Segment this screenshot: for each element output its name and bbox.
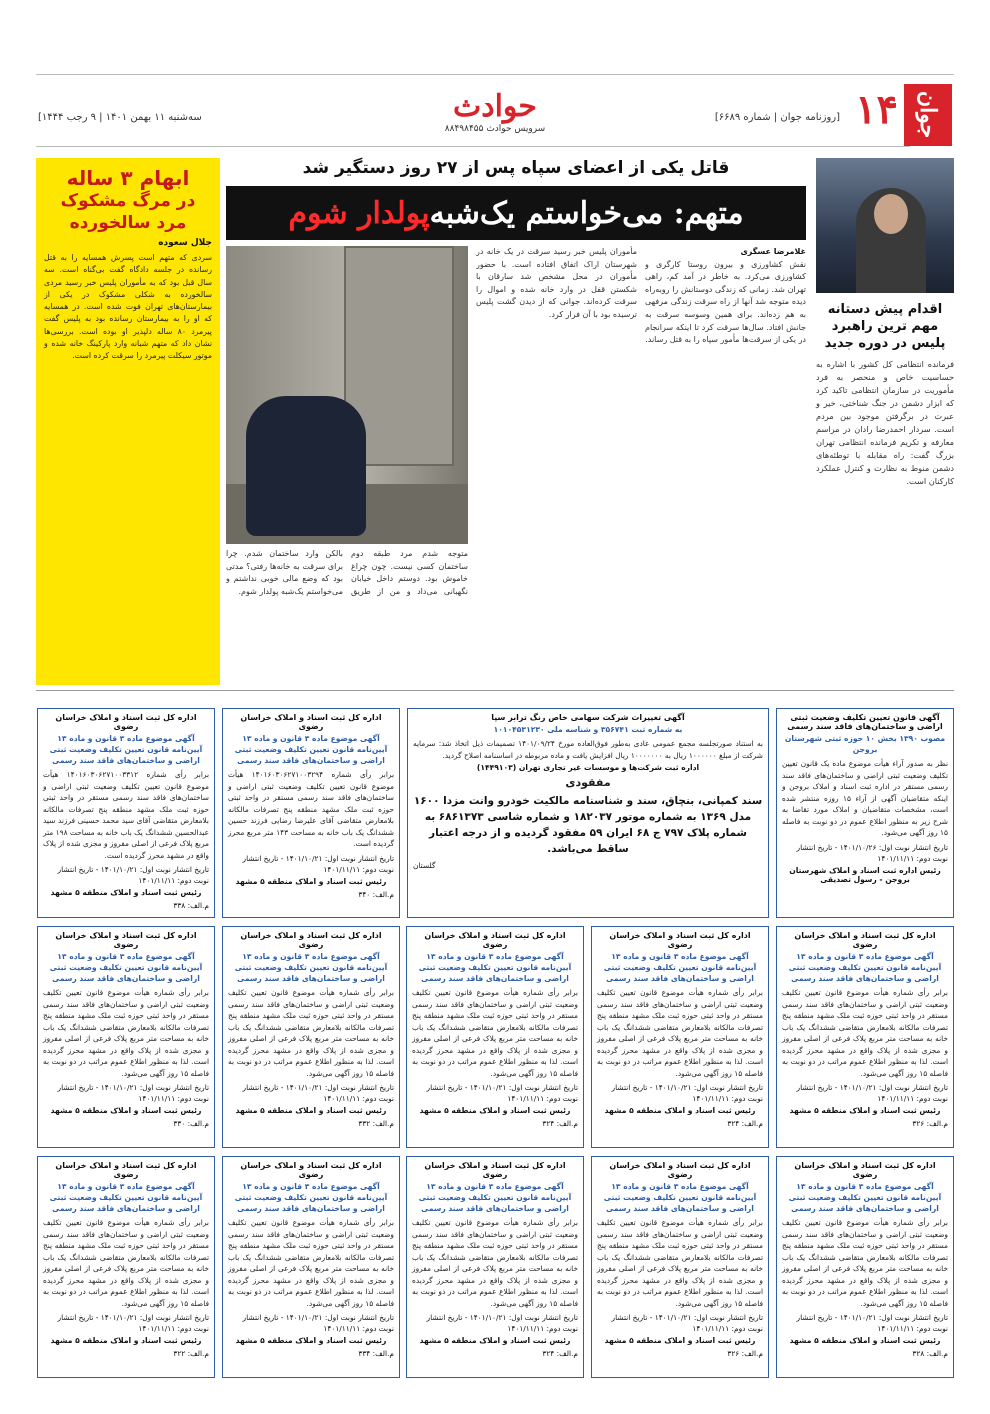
ad-signature: رئیس اداره ثبت اسناد و املاک شهرستان بروجن - رسول تصدیقی xyxy=(789,865,941,884)
ad-org: اداره کل ثبت اسناد و املاک خراسان رضوی xyxy=(424,1161,566,1179)
lost-place: گلستان xyxy=(413,861,436,870)
photo-face xyxy=(874,194,908,234)
ad-dates: تاریخ انتشار نوبت اول: ۱۴۰۱/۱۰/۲۶ - تاریخ انتشار نوبت دوم: ۱۴۰۱/۱۱/۱۱ xyxy=(796,842,948,863)
ad-box xyxy=(406,926,584,1148)
ad-box xyxy=(591,926,769,1148)
ad-box xyxy=(776,1156,954,1378)
ad-signature: رئیس ثبت اسناد و املاک منطقه ۵ مشهد xyxy=(235,1336,387,1345)
ad-title: مصوب ۱۳۹۰ بخش ۱۰ حوزه ثبتی شهرستان بروجن xyxy=(784,734,946,754)
ad-dates: تاریخ انتشار نوبت اول: ۱۴۰۱/۱۰/۲۱ - تاریخ انتشار نوبت دوم: ۱۴۰۱/۱۱/۱۱ xyxy=(57,1313,209,1333)
main-title-part2: پولدار شوم xyxy=(288,195,430,231)
ad-body: برابر رأی شماره هیأت موضوع قانون تعیین تکلیف وضعیت ثبتی اراضی و ساختمان‌های فاقد سند رسمی مستقر در واحد ثبتی حوزه ثبت ملک مشهد منطقه پنج تصرفات مالکانه بلامعارض متقاضی ششدانگ یک باب خانه به مساحت متر مربع پلاک فرعی از اصلی مفروز و مجزی شده از پلاک واقع در مشهد محرز گردیده است. لذا به منظور اطلاع عموم مراتب در دو نوبت به فاصله ۱۵ روز آگهی می‌شود. xyxy=(43,988,209,1078)
police-chief-photo xyxy=(816,158,954,293)
ad-org: اداره کل ثبت اسناد و املاک خراسان رضوی xyxy=(55,713,197,731)
ad-body: برابر رأی شماره هیأت موضوع قانون تعیین تکلیف وضعیت ثبتی اراضی و ساختمان‌های فاقد سند رسمی مستقر در واحد ثبتی حوزه ثبت ملک مشهد منطقه پنج تصرفات مالکانه بلامعارض متقاضی ششدانگ یک باب خانه به مساحت متر مربع پلاک فرعی از اصلی مفروز و مجزی شده از پلاک واقع در مشهد محرز گردیده است. لذا به منظور اطلاع عموم مراتب در دو نوبت به فاصله ۱۵ روز آگهی می‌شود. xyxy=(782,1218,948,1308)
ad-signature: رئیس ثبت اسناد و املاک منطقه ۵ مشهد xyxy=(50,1106,202,1115)
ad-signature: رئیس ثبت اسناد و املاک منطقه ۵ مشهد xyxy=(419,1106,571,1115)
ad-title: آگهی موضوع ماده ۳ قانون و ماده ۱۳ آیین‌نامه قانون تعیین تکلیف وضعیت ثبتی اراضی و ساختمان‌های فاقد سند رسمی xyxy=(788,952,942,983)
ad-org: اداره کل ثبت اسناد و املاک خراسان رضوی xyxy=(609,1161,751,1179)
page-number: ۱۴ xyxy=(855,86,898,133)
ad-box xyxy=(37,1156,215,1378)
photo-suspect xyxy=(246,396,366,536)
ad-title: آگهی موضوع ماده ۳ قانون و ماده ۱۳ آیین‌نامه قانون تعیین تکلیف وضعیت ثبتی اراضی و ساختمان‌های فاقد سند رسمی xyxy=(49,734,203,765)
main-title xyxy=(226,186,806,240)
ad-title: آگهی موضوع ماده ۳ قانون و ماده ۱۳ آیین‌نامه قانون تعیین تکلیف وضعیت ثبتی اراضی و ساختمان‌های فاقد سند رسمی xyxy=(49,952,203,983)
ad-body: برابر رأی شماره ۱۴۰۱۶۰۳۰۶۲۷۱۰۰۳۳۱۲ هیأت موضوع قانون تعیین تکلیف وضعیت ثبتی اراضی و ساختمان‌های فاقد سند رسمی مستقر در واحد ثبتی حوزه ثبت ملک مشهد منطقه پنج تصرفات مالکانه بلامعارض متقاضی آقای سید محمد حسینی فرزند سید عبدالحسین ششدانگ یک باب خانه به مساحت ۱۹۸ متر مربع پلاک فرعی از اصلی مفروز و مجزی شده از پلاک واقع در مشهد محرز گردیده است. xyxy=(43,770,210,860)
ad-signature: رئیس ثبت اسناد و املاک منطقه ۵ مشهد xyxy=(789,1336,941,1345)
paper-logo: جوان xyxy=(904,84,952,146)
right-headline: اقدام پیش دستانه مهم ترین راهبرد پلیس در دوره جدید xyxy=(824,302,946,351)
left-article xyxy=(36,158,220,685)
ad-dates: تاریخ انتشار نوبت اول: ۱۴۰۱/۱۰/۲۱ - تاریخ انتشار نوبت دوم: ۱۴۰۱/۱۱/۱۱ xyxy=(242,1083,394,1103)
ad-code: م.الف: ۳۴۰ xyxy=(358,889,394,899)
ad-box xyxy=(776,926,954,1148)
ad-box xyxy=(407,708,769,918)
ad-org: اداره کل ثبت اسناد و املاک خراسان رضوی xyxy=(55,1161,197,1179)
ad-code: م.الف: ۳۳۲ xyxy=(358,1119,394,1128)
ad-code: م.الف: ۳۲۴ xyxy=(542,1349,578,1358)
ad-title: به شماره ثبت ۳۵۶۷۴۱ و شناسه ملی ۱۰۱۰۴۵۳۱۲۳۰ xyxy=(493,725,683,734)
ad-body: نظر به صدور آراء هیأت موضوع ماده یک قانون تعیین تکلیف وضعیت ثبتی اراضی و ساختمان‌های فاقد سند رسمی مستقر در اداره ثبت اسناد و املاک بروجن و اینکه متقاضیان آگهی از آراء ۱۵ روزه منتشر شده است، مشخصات متقاضیان و املاک مورد تقاضا به شرح زیر به منظور اطلاع عموم در دو نوبت به فاصله ۱۵ روز آگهی می‌شود. xyxy=(782,759,948,837)
ad-dates: تاریخ انتشار نوبت اول: ۱۴۰۱/۱۰/۲۱ - تاریخ انتشار نوبت دوم: ۱۴۰۱/۱۱/۱۱ xyxy=(796,1313,948,1333)
ad-box xyxy=(406,1156,584,1378)
ad-body: برابر رأی شماره هیأت موضوع قانون تعیین تکلیف وضعیت ثبتی اراضی و ساختمان‌های فاقد سند رسمی مستقر در واحد ثبتی حوزه ثبت ملک مشهد منطقه پنج تصرفات مالکانه بلامعارض متقاضی ششدانگ یک باب خانه به مساحت متر مربع پلاک فرعی از اصلی مفروز و مجزی شده از پلاک واقع در مشهد محرز گردیده است. لذا به منظور اطلاع عموم مراتب در دو نوبت به فاصله ۱۵ روز آگهی می‌شود. xyxy=(597,1218,763,1308)
ad-body: برابر رأی شماره هیأت موضوع قانون تعیین تکلیف وضعیت ثبتی اراضی و ساختمان‌های فاقد سند رسمی مستقر در واحد ثبتی حوزه ثبت ملک مشهد منطقه پنج تصرفات مالکانه بلامعارض متقاضی ششدانگ یک باب خانه به مساحت متر مربع پلاک فرعی از اصلی مفروز و مجزی شده از پلاک واقع در مشهد محرز گردیده است. لذا به منظور اطلاع عموم مراتب در دو نوبت به فاصله ۱۵ روز آگهی می‌شود. xyxy=(43,1218,209,1308)
ad-body: برابر رأی شماره هیأت موضوع قانون تعیین تکلیف وضعیت ثبتی اراضی و ساختمان‌های فاقد سند رسمی مستقر در واحد ثبتی حوزه ثبت ملک مشهد منطقه پنج تصرفات مالکانه بلامعارض متقاضی ششدانگ یک باب خانه به مساحت متر مربع پلاک فرعی از اصلی مفروز و مجزی شده از پلاک واقع در مشهد محرز گردیده است. لذا به منظور اطلاع عموم مراتب در دو نوبت به فاصله ۱۵ روز آگهی می‌شود. xyxy=(228,1218,394,1308)
ad-body: برابر رأی شماره هیأت موضوع قانون تعیین تکلیف وضعیت ثبتی اراضی و ساختمان‌های فاقد سند رسمی مستقر در واحد ثبتی حوزه ثبت ملک مشهد منطقه پنج تصرفات مالکانه بلامعارض متقاضی ششدانگ یک باب خانه به مساحت متر مربع پلاک فرعی از اصلی مفروز و مجزی شده از پلاک واقع در مشهد محرز گردیده است. لذا به منظور اطلاع عموم مراتب در دو نوبت به فاصله ۱۵ روز آگهی می‌شود. xyxy=(228,988,394,1078)
ad-org: اداره کل ثبت اسناد و املاک خراسان رضوی xyxy=(609,931,751,949)
ad-dates: تاریخ انتشار نوبت اول: ۱۴۰۱/۱۰/۲۱ - تاریخ انتشار نوبت دوم: ۱۴۰۱/۱۱/۱۱ xyxy=(426,1313,578,1333)
ad-dates: تاریخ انتشار نوبت اول: ۱۴۰۱/۱۰/۲۱ - تاریخ انتشار نوبت دوم: ۱۴۰۱/۱۱/۱۱ xyxy=(611,1083,763,1103)
ad-org: آگهی قانون تعیین تکلیف وضعیت ثبتی اراضی و ساختمان‌های فاقد سند رسمی xyxy=(787,713,943,731)
ad-code: م.الف: ۳۳۰ xyxy=(173,1119,209,1128)
main-col-1 xyxy=(645,246,806,685)
ad-org: اداره کل ثبت اسناد و املاک خراسان رضوی xyxy=(240,931,382,949)
ad-box xyxy=(222,926,400,1148)
ad-title: آگهی موضوع ماده ۳ قانون و ماده ۱۳ آیین‌نامه قانون تعیین تکلیف وضعیت ثبتی اراضی و ساختمان‌های فاقد سند رسمی xyxy=(603,952,757,983)
section-brand: حوادث xyxy=(453,89,537,124)
ad-org: اداره کل ثبت اسناد و املاک خراسان رضوی xyxy=(794,931,936,949)
ad-dates: تاریخ انتشار نوبت اول: ۱۴۰۱/۱۰/۲۱ - تاریخ انتشار نوبت دوم: ۱۴۰۱/۱۱/۱۱ xyxy=(242,1313,394,1333)
ad-org: آگهی تغییرات شرکت سهامی خاص رنگ ترابر سپا xyxy=(491,713,685,722)
ad-title: آگهی موضوع ماده ۳ قانون و ماده ۱۳ آیین‌نامه قانون تعیین تکلیف وضعیت ثبتی اراضی و ساختمان‌های فاقد سند رسمی xyxy=(234,734,388,765)
main-article xyxy=(226,158,806,685)
section-logo xyxy=(430,89,560,134)
dateline: [روزنامه جوان | شماره ۶۶۸۹] xyxy=(714,112,840,123)
ad-signature: رئیس ثبت اسناد و املاک منطقه ۵ مشهد xyxy=(50,1336,202,1345)
left-byline: جلال سعوده xyxy=(158,238,212,248)
ad-code: م.الف: ۳۲۴ xyxy=(727,1119,763,1128)
bottom-rule xyxy=(36,146,910,147)
suspect-photo xyxy=(226,246,468,544)
left-headline-2: در مرگ مشکوک مرد سالخورده xyxy=(60,191,196,233)
ad-org: اداره کل ثبت اسناد و املاک خراسان رضوی xyxy=(240,1161,382,1179)
ad-signature: رئیس ثبت اسناد و املاک منطقه ۵ مشهد xyxy=(604,1336,756,1345)
main-under-text: متوجه شدم مرد طبقه دوم ساختمان کسی نیست. چون چراغ خاموش بود. دوستم داخل خیابان نگهبانی می‌داد و من از طریق بالکن وارد ساختمان شدم. چرا برای سرقت به خانه‌ها رفتی؟ مدتی بود که وضع مالی خوبی نداشتم و می‌خواستم یک‌شبه پولدار شوم. xyxy=(226,549,468,596)
main-col-2: مأموران پلیس خبر رسید سرقت در یک خانه در شهرستان اراک اتفاق افتاده است. با حضور مأموران در محل مشخص شد سارقان با شکستن قفل در وارد خانه شده و اموال را سرقت کرده‌اند. جوانی که از دیدن گشت پلیس ترسیده بود با آن فرار کرد. xyxy=(476,247,637,319)
main-col-1-text: نقش کشاورزی و بیرون روستا کارگری و کشاورزی می‌کرد. به خاطر در آمد کم، راهی تهران شد. زمانی که زندگی دوستانش را روبه‌راه دیده متوجه شد آنها از راه سرقت زندگی مرفهی به هم زده‌اند. برای همین وسوسه سرقت به جانش افتاد. سال‌ها سرقت کرد تا اینکه سرانجام در یکی از سرقت‌ها مأمور سپاه را به قتل رساند. xyxy=(645,259,806,345)
ad-code: م.الف: ۳۳۴ xyxy=(358,1349,394,1358)
left-body: سردی که متهم است پسرش همسایه را به قتل رسانده در جلسه دادگاه گفت بی‌گناه است. سه سال قبل بود که به مأموران پلیس خبر رسید مردی سالخورده به شکلی مشکوک در یکی از بیمارستان‌های تهران فوت شده است. در همسایه که او را به بیمارستان رسانده بود به پلیس گفت پیرمرد ۸۰ ساله دلپذیر او بوده است. بررسی‌ها نشان داد که متهم شبانه وارد پارکینگ خانه شده و موتور سیکلت پیرمرد را سرقت کرده است. xyxy=(44,253,212,361)
ad-title: آگهی موضوع ماده ۳ قانون و ماده ۱۳ آیین‌نامه قانون تعیین تکلیف وضعیت ثبتی اراضی و ساختمان‌های فاقد سند رسمی xyxy=(234,952,388,983)
ad-box xyxy=(222,708,400,918)
ad-body: برابر رأی شماره هیأت موضوع قانون تعیین تکلیف وضعیت ثبتی اراضی و ساختمان‌های فاقد سند رسمی مستقر در واحد ثبتی حوزه ثبت ملک مشهد منطقه پنج تصرفات مالکانه بلامعارض متقاضی ششدانگ یک باب خانه به مساحت متر مربع پلاک فرعی از اصلی مفروز و مجزی شده از پلاک واقع در مشهد محرز گردیده است. لذا به منظور اطلاع عموم مراتب در دو نوبت به فاصله ۱۵ روز آگهی می‌شود. xyxy=(597,988,763,1078)
ad-title: آگهی موضوع ماده ۳ قانون و ماده ۱۳ آیین‌نامه قانون تعیین تکلیف وضعیت ثبتی اراضی و ساختمان‌های فاقد سند رسمی xyxy=(788,1182,942,1213)
dateline-date: سه‌شنبه ۱۱ بهمن ۱۴۰۱ | ۹ رجب ۱۴۴۴] xyxy=(38,112,202,123)
ad-code: م.الف: ۳۲۲ xyxy=(173,1349,209,1358)
ad-title: آگهی موضوع ماده ۳ قانون و ماده ۱۳ آیین‌نامه قانون تعیین تکلیف وضعیت ثبتی اراضی و ساختمان‌های فاقد سند رسمی xyxy=(234,1182,388,1213)
ad-signature: رئیس ثبت اسناد و املاک منطقه ۵ مشهد xyxy=(419,1336,571,1345)
ad-box xyxy=(37,708,215,918)
ad-body: برابر رأی شماره هیأت موضوع قانون تعیین تکلیف وضعیت ثبتی اراضی و ساختمان‌های فاقد سند رسمی مستقر در واحد ثبتی حوزه ثبت ملک مشهد منطقه پنج تصرفات مالکانه بلامعارض متقاضی ششدانگ یک باب خانه به مساحت متر مربع پلاک فرعی از اصلی مفروز و مجزی شده از پلاک واقع در مشهد محرز گردیده است. لذا به منظور اطلاع عموم مراتب در دو نوبت به فاصله ۱۵ روز آگهی می‌شود. xyxy=(412,1218,578,1308)
ad-body: به استناد صورتجلسه مجمع عمومی عادی به‌طور فوق‌العاده مورخ ۱۴۰۱/۰۹/۲۴ تصمیمات ذیل اتخاذ شد: سرمایه شرکت از مبلغ ۱۰۰۰۰۰۰ ریال به ۱۰۰۰۰۰۰۰ ریال افزایش یافت و ماده مربوطه در اساسنامه اصلاح گردید. xyxy=(413,739,763,760)
ad-dates: تاریخ انتشار نوبت اول: ۱۴۰۱/۱۰/۲۱ - تاریخ انتشار نوبت دوم: ۱۴۰۱/۱۱/۱۱ xyxy=(611,1313,763,1333)
ad-dates: تاریخ انتشار نوبت اول: ۱۴۰۱/۱۰/۲۱ - تاریخ انتشار نوبت دوم: ۱۴۰۱/۱۱/۱۱ xyxy=(57,1083,209,1103)
lost-body: سند کمپانی، بنچاق، سند و شناسنامه مالکیت خودرو وانت مزدا ۱۶۰۰ مدل ۱۳۶۹ به شماره موتور ۱۸۲۰۳۷ و شماره شاسی ۶۸۶۱۳۷۳ به شماره پلاک ۷۹۷ ج ۶۸ ایران ۵۹ مفقود گردیده و از درجه اعتبار ساقط می‌باشد. xyxy=(413,795,763,855)
ad-code: م.الف: ۳۲۶ xyxy=(727,1349,763,1358)
right-body: فرمانده انتظامی کل کشور با اشاره به حساسیت خاص و منحصر به فرد مأموریت در سازمان انتظامی تاکید کرد که ابزار دشمن در جنگ شناختی، خیر و عبرت در برگرفتن موجود بین مردم است. سردار احمدرضا رادان در مراسم معارفه و تکریم فرمانده انتظامی تهران بزرگ گفت: راه مقابله با توطئه‌های دشمن منوط به نظارت و کنترل عملکرد کارکنان است. xyxy=(816,359,954,486)
ad-code: م.الف: ۳۲۸ xyxy=(912,1349,948,1358)
section-divider xyxy=(36,690,954,691)
ad-code: م.الف: ۳۲۴ xyxy=(542,1119,578,1128)
main-title-part1: متهم: می‌خواستم یک‌شبه xyxy=(429,195,744,231)
masthead xyxy=(0,0,990,150)
ad-signature: رئیس ثبت اسناد و املاک منطقه ۵ مشهد xyxy=(789,1106,941,1115)
ad-dates: تاریخ انتشار نوبت اول: ۱۴۰۱/۱۰/۲۱ - تاریخ انتشار نوبت دوم: ۱۴۰۱/۱۱/۱۱ xyxy=(242,853,394,874)
ad-org: اداره کل ثبت اسناد و املاک خراسان رضوی xyxy=(424,931,566,949)
top-rule xyxy=(36,74,954,75)
ad-dates: تاریخ انتشار نوبت اول: ۱۴۰۱/۱۰/۲۱ - تاریخ انتشار نوبت دوم: ۱۴۰۱/۱۱/۱۱ xyxy=(796,1083,948,1103)
ad-signature: رئیس ثبت اسناد و املاک منطقه ۵ مشهد xyxy=(235,1106,387,1115)
ad-box xyxy=(776,708,954,918)
ad-dates: تاریخ انتشار نوبت اول: ۱۴۰۱/۱۰/۲۱ - تاریخ انتشار نوبت دوم: ۱۴۰۱/۱۱/۱۱ xyxy=(57,865,209,885)
ad-org: اداره کل ثبت اسناد و املاک خراسان رضوی xyxy=(55,931,197,949)
news-area xyxy=(36,150,954,685)
ad-title: آگهی موضوع ماده ۳ قانون و ماده ۱۳ آیین‌نامه قانون تعیین تکلیف وضعیت ثبتی اراضی و ساختمان‌های فاقد سند رسمی xyxy=(49,1182,203,1213)
left-headline-1: ابهام ۳ ساله xyxy=(66,166,190,190)
ad-box xyxy=(37,926,215,1148)
ad-title: آگهی موضوع ماده ۳ قانون و ماده ۱۳ آیین‌نامه قانون تعیین تکلیف وضعیت ثبتی اراضی و ساختمان‌های فاقد سند رسمی xyxy=(603,1182,757,1213)
ad-body: برابر رأی شماره هیأت موضوع قانون تعیین تکلیف وضعیت ثبتی اراضی و ساختمان‌های فاقد سند رسمی مستقر در واحد ثبتی حوزه ثبت ملک مشهد منطقه پنج تصرفات مالکانه بلامعارض متقاضی ششدانگ یک باب خانه به مساحت متر مربع پلاک فرعی از اصلی مفروز و مجزی شده از پلاک واقع در مشهد محرز گردیده است. لذا به منظور اطلاع عموم مراتب در دو نوبت به فاصله ۱۵ روز آگهی می‌شود. xyxy=(412,988,578,1078)
ad-box xyxy=(222,1156,400,1378)
main-columns xyxy=(476,246,806,685)
ad-title: آگهی موضوع ماده ۳ قانون و ماده ۱۳ آیین‌نامه قانون تعیین تکلیف وضعیت ثبتی اراضی و ساختمان‌های فاقد سند رسمی xyxy=(418,952,572,983)
main-byline: غلامرضا عسگری xyxy=(740,247,806,256)
ad-org: اداره کل ثبت اسناد و املاک خراسان رضوی xyxy=(240,713,382,731)
ad-body: برابر رأی شماره ۱۴۰۱۶۰۳۰۶۲۷۱۰۰۳۲۹۴ هیأت موضوع قانون تعیین تکلیف وضعیت ثبتی اراضی و ساختمان‌های فاقد سند رسمی مستقر در واحد ثبتی حوزه ثبت ملک مشهد منطقه پنج تصرفات مالکانه بلامعارض متقاضی آقای علیرضا رضایی فرزند حسین ششدانگ یک باب خانه به مساحت ۱۴۳ متر مربع محرز گردیده است. xyxy=(228,770,395,848)
ad-signature: اداره ثبت شرکت‌ها و موسسات غیر تجاری تهران (۱۴۴۹۱۰۳) xyxy=(476,763,700,772)
ad-signature: رئیس ثبت اسناد و املاک منطقه ۵ مشهد xyxy=(604,1106,756,1115)
right-article xyxy=(816,158,954,685)
main-kicker: قاتل یکی از اعضای سپاه پس از ۲۷ روز دستگیر شد xyxy=(302,158,730,178)
ad-signature: رئیس ثبت اسناد و املاک منطقه ۵ مشهد xyxy=(50,888,202,897)
ad-body: برابر رأی شماره هیأت موضوع قانون تعیین تکلیف وضعیت ثبتی اراضی و ساختمان‌های فاقد سند رسمی مستقر در واحد ثبتی حوزه ثبت ملک مشهد منطقه پنج تصرفات مالکانه بلامعارض متقاضی ششدانگ یک باب خانه به مساحت متر مربع پلاک فرعی از اصلی مفروز و مجزی شده از پلاک واقع در مشهد محرز گردیده است. لذا به منظور اطلاع عموم مراتب در دو نوبت به فاصله ۱۵ روز آگهی می‌شود. xyxy=(782,988,948,1078)
ad-dates: تاریخ انتشار نوبت اول: ۱۴۰۱/۱۰/۲۱ - تاریخ انتشار نوبت دوم: ۱۴۰۱/۱۱/۱۱ xyxy=(426,1083,578,1103)
lost-title: مفقودی xyxy=(565,776,611,789)
ad-org: اداره کل ثبت اسناد و املاک خراسان رضوی xyxy=(794,1161,936,1179)
ad-signature: رئیس ثبت اسناد و املاک منطقه ۵ مشهد xyxy=(235,876,387,886)
ad-box xyxy=(591,1156,769,1378)
section-service: سرویس حوادث ۸۸۴۹۸۴۵۵ xyxy=(444,124,546,134)
ad-code: م.الف: ۳۲۶ xyxy=(912,1119,948,1128)
ad-title: آگهی موضوع ماده ۳ قانون و ماده ۱۳ آیین‌نامه قانون تعیین تکلیف وضعیت ثبتی اراضی و ساختمان‌های فاقد سند رسمی xyxy=(418,1182,572,1213)
ad-code: م.الف: ۳۳۸ xyxy=(173,901,209,910)
